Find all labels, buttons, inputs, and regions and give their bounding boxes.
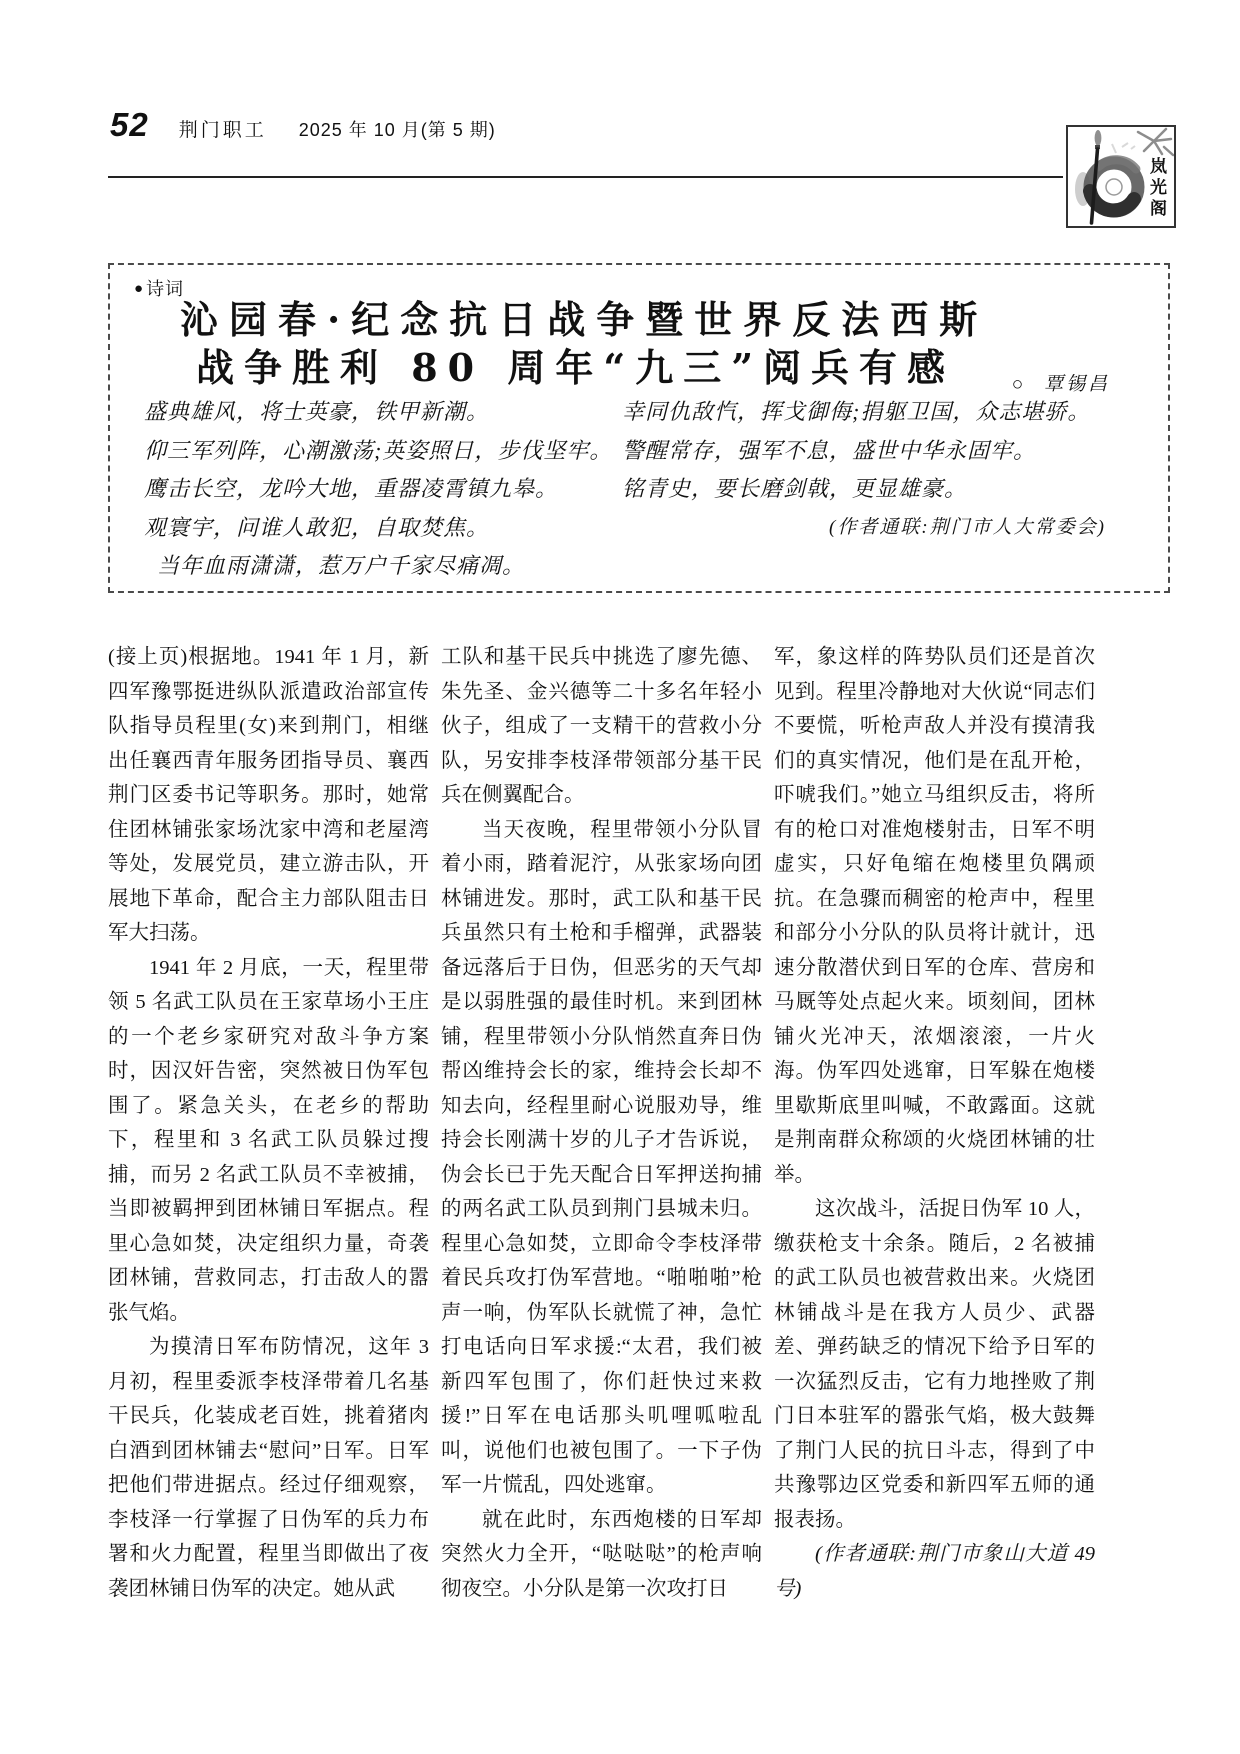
poem-line: 铭青史，要长磨剑戟，更显雄豪。 — [622, 476, 968, 501]
journal-title: 荆门职工 — [178, 120, 267, 141]
masthead-logo — [1066, 125, 1176, 228]
poem-line: 观寰宇，问谁人敢犯，自取焚焦。 — [144, 514, 490, 540]
poem-line: 幸同仇敌忾，挥戈御侮;捐躯卫国，众志堪骄。 — [622, 399, 1091, 424]
section-label — [134, 275, 184, 301]
poem-line: 当年血雨潇潇，惹万户千家尽痛凋。 — [157, 553, 526, 578]
poem-author — [1012, 369, 1110, 396]
paragraph: 当天夜晚，程里带领小分队冒着小雨，踏着泥泞，从张家场向团林铺进发。那时，武工队和基干民兵虽然只有土枪和手榴弹，武器装备远落后于日伪，但恶劣的天气却是以弱胜强的最佳时机。来到团林铺，程里带领小分队悄然直奔日伪帮凶维持会长的家，维持会长却不知去向，经程里耐心说服劝导，维持会长刚满十岁的儿子才告诉说，伪会长已于先天配合日军押送拘捕的两名武工队员到荆门县城未归。程里心急如焚，立即命令李枝泽带着民兵攻打伪军营地。“啪啪啪”枪声一响，伪军队长就慌了神，急忙打电话向日军求援:“太君，我们被新四军包围了，你们赶快过来救援!”日军在电话那头叽哩呱啦乱叫，说他们也被包围了。一下子伪军一片慌乱，四处逃窜。 — [441, 818, 762, 1496]
poem-author-contact: (作者通联:荆门市人大常委会) — [829, 516, 1106, 538]
poem-column-left — [144, 393, 622, 586]
poem-title-line2: 战争胜利 80 周年“九三”阅兵有感 — [196, 345, 956, 390]
article-body — [108, 640, 1096, 1606]
issue-info: 2025 年 10 月(第 5 期) — [298, 120, 496, 140]
poem-line: 仰三军列阵，心潮激荡;英姿照日，步伐坚牢。 — [144, 437, 613, 463]
poem-column-right — [622, 393, 1144, 586]
paragraph: 军，象这样的阵势队员们还是首次见到。程里冷静地对大伙说“同志们不要慌，听枪声敌人并没有摸清我们的真实情况，他们是在乱开枪，吓唬我们。”她立马组织反击，将所有的枪口对准炮楼射击，日军不明虚实，只好龟缩在炮楼里负隅顽抗。在急骤而稠密的枪声中，程里和部分小分队的队员将计就计，迅速分散潜伏到日军的仓库、营房和马厩等处点起火来。顷刻间，团林铺火光冲天，浓烟滚滚，一片火海。伪军四处逃窜，日军躲在炮楼里歇斯底里叫喊，不敢露面。这就是荆南群众称颂的火烧团林铺的壮举。 — [774, 646, 1095, 1186]
ink-marks — [1112, 143, 1135, 153]
paragraph: 工队和基干民兵中挑选了廖先德、朱先圣、金兴德等二十多名年轻小伙子，组成了一支精干的营救小分队，另安排李枝泽带领部分基干民兵在侧翼配合。 — [441, 646, 762, 806]
page-header — [110, 106, 496, 144]
logo-label: 岚光阁 — [1147, 157, 1166, 220]
poem-section — [108, 263, 1170, 593]
poem-line: 盛典雄风，将士英豪，铁甲新潮。 — [144, 399, 490, 424]
poem-title-line1: 沁园春·纪念抗日战争暨世界反法西斯 — [180, 297, 989, 342]
inkstone-icon — [1075, 160, 1138, 211]
paragraph: 为摸清日军布防情况，这年 3 月初，程里委派李枝泽带着几名基干民兵，化装成老百姓，挑着猪肉白酒到团林铺去“慰问”日军。日军把他们带进据点。经过仔细观察，李枝泽一行掌握了日伪军的兵力布署和火力配置，程里当即做出了夜袭团林铺日伪军的决定。她从武 — [108, 1336, 429, 1600]
poem-body — [144, 393, 1144, 586]
poem-line: 警醒常存，强军不息，盛世中华永固牢。 — [622, 437, 1037, 463]
author-circle-icon: ○ — [1011, 374, 1027, 395]
article-column-1 — [108, 640, 429, 1606]
paragraph: (接上页)根据地。1941 年 1 月，新四军豫鄂挺进纵队派遣政治部宣传队指导员程里(女)来到荆门，相继出任襄西青年服务团指导员、襄西荆门区委书记等职务。那时，她常住团林铺张家场沈家中湾和老屋湾等处，发展党员，建立游击队，开展地下革命，配合主力部队阻击日军大扫荡。 — [108, 646, 429, 944]
bamboo-icon — [1138, 129, 1173, 155]
bullet-icon: ● — [134, 279, 145, 297]
paragraph: 就在此时，东西炮楼的日军却突然火力全开，“哒哒哒”的枪声响彻夜空。小分队是第一次攻打日 — [441, 1508, 762, 1600]
page-number: 52 — [110, 106, 149, 143]
paragraph: 这次战斗，活捉日伪军 10 人，缴获枪支十余条。随后，2 名被捕的武工队员也被营救出来。火烧团林铺战斗是在我方人员少、武器差、弹药缺乏的情况下给予日军的一次猛烈反击，它有力地挫败了荆门日本驻军的嚣张气焰，极大鼓舞了荆门人民的抗日斗志，得到了中共豫鄂边区党委和新四军五师的通报表扬。 — [774, 1198, 1095, 1531]
paragraph: 1941 年 2 月底，一天，程里带领 5 名武工队员在王家草场小王庄的一个老乡家研究对敌斗争方案时，因汉奸告密，突然被日伪军包围了。紧急关头，在老乡的帮助下，程里和 3 名武工队员躲过搜捕，而另 2 名武工队员不幸被捕，当即被羁押到团林铺日军据点。程里心急如焚，决定组织力量，奇袭团林铺，营救同志，打击敌人的嚣张气焰。 — [108, 956, 429, 1324]
author-name: 覃锡昌 — [1043, 374, 1110, 395]
article-author-contact: (作者通联:荆门市象山大道 49 号) — [774, 1543, 1095, 1600]
article-column-3 — [774, 640, 1095, 1606]
article-column-2 — [441, 640, 762, 1606]
section-label-text: 诗词 — [146, 279, 185, 299]
poem-line: 鹰击长空，龙吟大地，重器凌霄镇九皋。 — [144, 476, 559, 501]
header-rule — [108, 176, 1063, 178]
